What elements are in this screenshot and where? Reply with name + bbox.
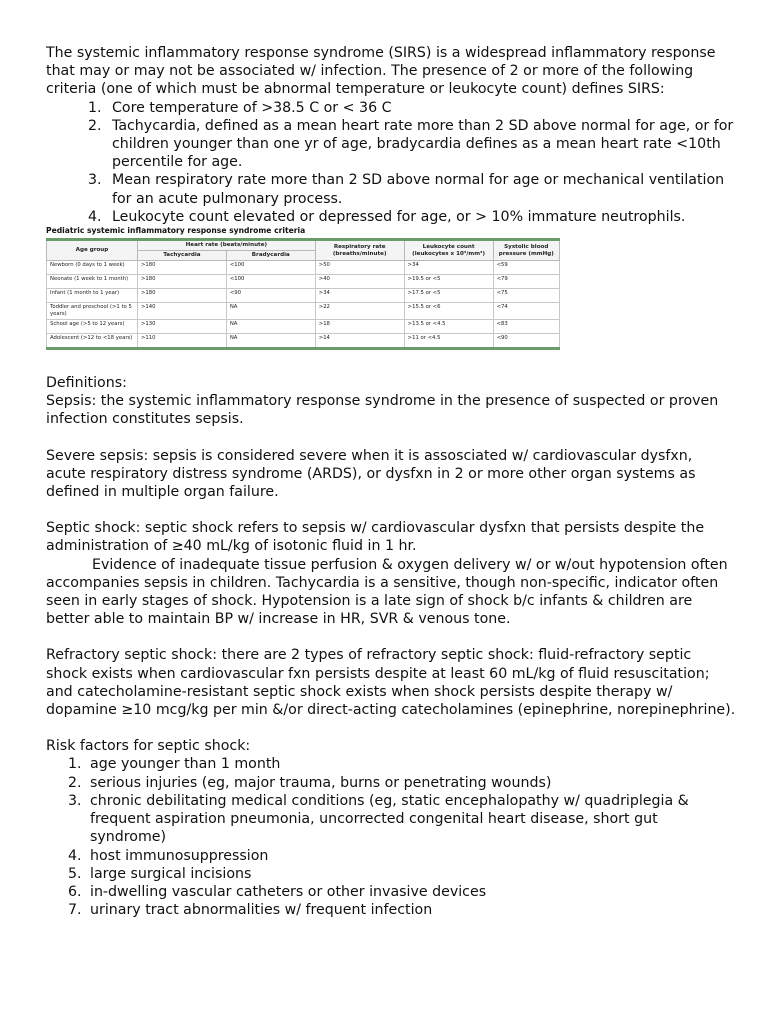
table-row [47,334,560,349]
list-text: serious injuries (eg, major trauma, burns or penetrating wounds) [90,774,552,791]
list-text: in-dwelling vascular catheters or other invasive devices [90,883,487,900]
list-number: 3. [68,792,82,809]
list-number: 1. [68,756,82,773]
table-cell: Newborn (0 days to 1 week) [47,261,138,275]
table-cell: >13.5 or <4.5 [404,320,493,334]
list-text: large surgical incisions [90,865,252,882]
definitions-heading: Definitions: [46,375,127,392]
table-cell: <100 [226,275,315,289]
table-cell: Infant (1 month to 1 year) [47,289,138,303]
table-cell: >180 [137,289,226,303]
sepsis-definition: Sepsis: the systemic inflammatory response syndrome in the presence of suspected or proven infection constitutes sepsis. [46,393,719,428]
table-row [47,275,560,289]
list-number: 6. [68,883,82,900]
table-cell: Toddler and preschool (>1 to 5 years) [47,303,138,320]
table-cell: >14 [315,334,404,349]
sirs-criteria-table-figure [46,226,564,350]
table-cell: <79 [493,275,559,289]
list-number: 4. [68,847,82,864]
table-cell: <90 [493,334,559,349]
header-tachycardia: Tachycardia [137,251,226,261]
list-text: Mean respiratory rate more than 2 SD above normal for age or mechanical ventilation for an acute pulmonary process. [112,172,725,207]
list-item [46,208,736,226]
document-page [46,44,736,919]
list-item [46,99,736,117]
table-cell: >50 [315,261,404,275]
list-number: 4. [88,208,102,225]
table-cell: >17.5 or <5 [404,289,493,303]
septic-shock-note: Evidence of inadequate tissue perfusion & oxygen delivery w/ or w/out hypotension often accompanies sepsis in children. Tachycardia is a sensitive, though non-specific, indicator often seen in early stages of shock. Hypotension is a late sign of shock b/c infants & children are better able to maintain BP w/ increase in HR, SVR & venous tone. [46,556,728,628]
table-cell: >180 [137,261,226,275]
intro-paragraph: The systemic inflammatory response syndrome (SIRS) is a widespread inflammatory response that may or may not be associated w/ infection. The presence of 2 or more of the following criteria (one of which must be abnormal temperature or leukocyte count) defines SIRS: [46,45,716,98]
table-cell: NA [226,334,315,349]
risk-factors-heading: Risk factors for septic shock: [46,738,251,755]
sirs-criteria-table [46,238,560,350]
list-text: Leukocyte count elevated or depressed for age, or > 10% immature neutrophils. [112,208,686,225]
table-cell: NA [226,320,315,334]
table-cell: Neonate (1 week to 1 month) [47,275,138,289]
table-row [47,303,560,320]
table-cell: <74 [493,303,559,320]
list-item [46,171,736,207]
header-heart-rate: Heart rate (beats/minute) [137,240,315,251]
table-cell: >22 [315,303,404,320]
header-systolic-bp: Systolic blood pressure (mmHg) [493,240,559,261]
table-cell: >18 [315,320,404,334]
list-number: 1. [88,99,102,116]
header-age-group: Age group [47,240,138,261]
list-text: age younger than 1 month [90,756,281,773]
table-cell: NA [226,303,315,320]
table-cell: <100 [226,261,315,275]
list-number: 7. [68,902,82,919]
table-row [47,289,560,303]
table-cell: <75 [493,289,559,303]
list-text: urinary tract abnormalities w/ frequent infection [90,902,433,919]
table-cell: >11 or <4.5 [404,334,493,349]
table-cell: >34 [404,261,493,275]
list-number: 5. [68,865,82,882]
severe-sepsis-definition: Severe sepsis: sepsis is considered severe when it is assosciated w/ cardiovascular dysfxn, acute respiratory distress syndrome (ARDS), or dysfxn in 2 or more other organ systems as defined in multiple organ failure. [46,447,696,501]
list-number: 2. [88,117,102,134]
sirs-criteria-list [46,99,736,226]
list-item [46,792,736,847]
risk-factors-list [46,755,736,919]
list-number: 3. [88,172,102,189]
table-cell: >110 [137,334,226,349]
table-cell: <59 [493,261,559,275]
table-cell: >180 [137,275,226,289]
header-leukocyte-count: Leukocyte count (leukocytes x 10³/mm³) [404,240,493,261]
list-item [46,901,736,919]
table-cell: >15.5 or <6 [404,303,493,320]
list-item [46,865,736,883]
header-respiratory-rate: Respiratory rate (breaths/minute) [315,240,404,261]
table-cell: >130 [137,320,226,334]
list-item [46,774,736,792]
list-text: Tachycardia, defined as a mean heart rate more than 2 SD above normal for age, or for children younger than one yr of age, bradycardia defines as a mean heart rate <10th percentile for age. [112,117,734,171]
list-text: host immunosuppression [90,847,269,864]
list-text: chronic debilitating medical conditions (eg, static encephalopathy w/ quadriplegia & frequent aspiration pneumonia, uncorrected congenital heart disease, short gut syndrome) [90,792,689,846]
list-number: 2. [68,774,82,791]
septic-shock-definition: Septic shock: septic shock refers to sepsis w/ cardiovascular dysfxn that persists despite the administration of ≥40 mL/kg of isotonic fluid in 1 hr. [46,520,705,555]
list-item [46,755,736,773]
list-item [46,847,736,865]
table-cell: <83 [493,320,559,334]
table-cell: School age (>5 to 12 years) [47,320,138,334]
list-item [46,883,736,901]
refractory-septic-shock-definition: Refractory septic shock: there are 2 types of refractory septic shock: fluid-refractory septic shock exists when cardiovascular fxn persists despite at least 60 mL/kg of fluid resuscitation; and catecholamine-resistant septic shock exists when shock persists despite therapy w/ dopamine ≥10 mcg/kg per min &/or direct-acting catecholamines (epinephrine, norepinephrine). [46,647,736,719]
table-cell: <90 [226,289,315,303]
table-cell: >34 [315,289,404,303]
table-row [47,320,560,334]
list-item [46,117,736,172]
table-cell: >140 [137,303,226,320]
list-text: Core temperature of >38.5 C or < 36 C [112,99,392,116]
table-cell: Adolescent (>12 to <18 years) [47,334,138,349]
table-title: Pediatric systemic inflammatory response syndrome criteria [46,226,306,236]
table-row [47,261,560,275]
header-bradycardia: Bradycardia [226,251,315,261]
table-cell: >40 [315,275,404,289]
table-cell: >19.5 or <5 [404,275,493,289]
